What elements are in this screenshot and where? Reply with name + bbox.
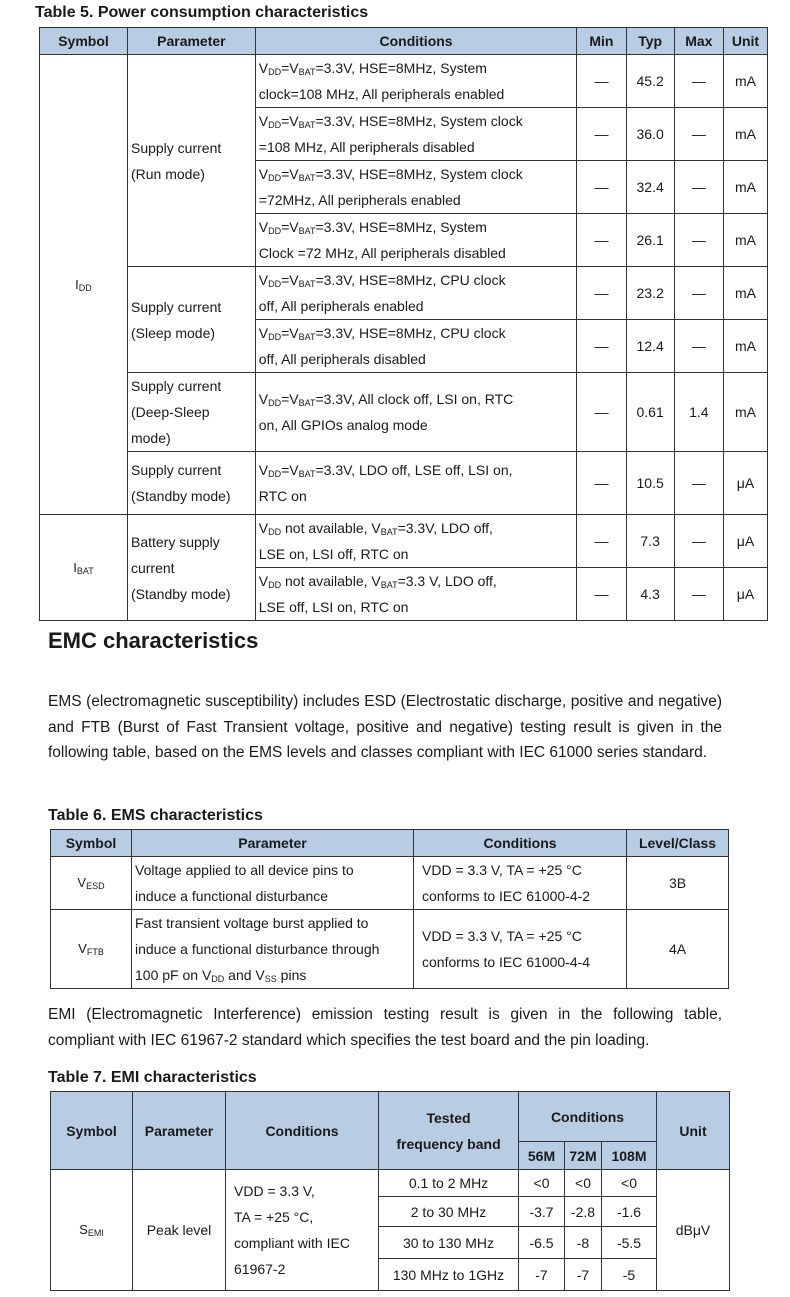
unit-value: mA — [723, 320, 767, 373]
unit-value: mA — [723, 373, 767, 452]
unit-value: μA — [723, 515, 767, 568]
header-conditions: Conditions — [414, 830, 627, 857]
value-108m: <0 — [602, 1170, 657, 1197]
param-sleep-mode: Supply current (Sleep mode) — [127, 267, 255, 373]
header-unit: Unit — [723, 28, 767, 55]
param-ftb: Fast transient voltage burst applied to induce a functional disturbance through 100 pF on $V_{DD}$ and $V_{SS}$ pins — [132, 910, 414, 989]
param-battery-standby: Battery supply current (Standby mode) — [127, 515, 255, 621]
header-tested-band: Tested frequency band — [379, 1092, 519, 1170]
header-108m: 108M — [602, 1142, 657, 1170]
level-esd: 3B — [627, 857, 729, 910]
param-deep-sleep-mode: Supply current (Deep-Sleep mode) — [127, 373, 255, 452]
table-row — [40, 373, 768, 452]
value-56m: -6.5 — [519, 1227, 565, 1259]
typ-value: 7.3 — [626, 515, 674, 568]
typ-value: 45.2 — [626, 55, 674, 108]
header-level-class: Level/Class — [627, 830, 729, 857]
emc-paragraph-ems: EMS (electromagnetic susceptibility) includes ESD (Electrostatic discharge, positive and negative) and FTB (Burst of Fast Transient voltage, positive and negative) testing result is given in the following table, based on the EMS levels and classes compliant with IEC 61000 series standard. — [48, 693, 722, 761]
max-value: — — [674, 161, 723, 214]
header-conditions-freq: Conditions — [519, 1092, 657, 1142]
typ-value: 4.3 — [626, 568, 674, 621]
band-cell: 2 to 30 MHz — [379, 1197, 519, 1227]
unit-value: mA — [723, 55, 767, 108]
value-56m: -7 — [519, 1259, 565, 1291]
typ-value: 32.4 — [626, 161, 674, 214]
header-parameter: Parameter — [132, 830, 414, 857]
power-consumption-table — [39, 27, 768, 621]
condition-cell: $V_{DD}=V_{BAT}=3.3V$, HSE=8MHz, System clock=108 MHz, All peripherals enabled — [255, 55, 577, 108]
condition-cell: $V_{DD}=V_{BAT}=3.3V$, HSE=8MHz, CPU clock off, All peripherals disabled — [255, 320, 577, 373]
condition-cell: $V_{DD}=V_{BAT}=3.3V$, LDO off, LSE off, LSI on, RTC on — [255, 452, 577, 515]
typ-value: 12.4 — [626, 320, 674, 373]
typ-value: 23.2 — [626, 267, 674, 320]
band-cell: 30 to 130 MHz — [379, 1227, 519, 1259]
cond-ftb: VDD = 3.3 V, TA = +25 °C conforms to IEC 61000-4-4 — [414, 910, 627, 989]
typ-value: 10.5 — [626, 452, 674, 515]
condition-cell: $V_{DD}=V_{BAT}=3.3V$, HSE=8MHz, CPU clock off, All peripherals enabled — [255, 267, 577, 320]
header-conditions: Conditions — [255, 28, 577, 55]
header-unit: Unit — [657, 1092, 730, 1170]
value-56m: -3.7 — [519, 1197, 565, 1227]
table5-caption: Table 5. Power consumption characteristics — [35, 4, 369, 21]
header-max: Max — [674, 28, 723, 55]
emi-table — [50, 1091, 730, 1291]
unit-value: mA — [723, 161, 767, 214]
min-value: — — [577, 452, 626, 515]
min-value: — — [577, 515, 626, 568]
emc-paragraph-emi: EMI (Electromagnetic Interference) emission testing result is given in the following table, compliant with IEC 61967-2 standard which specifies the test board and the pin loading. — [48, 1006, 722, 1049]
symbol-idd: $I_{DD}$ — [40, 55, 128, 515]
table-row — [51, 910, 729, 989]
unit-value: mA — [723, 108, 767, 161]
table6-caption: Table 6. EMS characteristics — [48, 807, 263, 824]
max-value: 1.4 — [674, 373, 723, 452]
max-value: — — [674, 452, 723, 515]
header-conditions: Conditions — [226, 1092, 379, 1170]
condition-cell: $V_{DD}=V_{BAT}=3.3V$, HSE=8MHz, System clock =108 MHz, All peripherals disabled — [255, 108, 577, 161]
unit-value: mA — [723, 267, 767, 320]
condition-cell: $V_{DD}=V_{BAT}=3.3V$, HSE=8MHz, System Clock =72 MHz, All peripherals disabled — [255, 214, 577, 267]
param-run-mode: Supply current (Run mode) — [127, 55, 255, 267]
header-min: Min — [577, 28, 626, 55]
table-row — [40, 267, 768, 320]
table7-caption: Table 7. EMI characteristics — [48, 1069, 257, 1086]
header-typ: Typ — [626, 28, 674, 55]
min-value: — — [577, 320, 626, 373]
max-value: — — [674, 55, 723, 108]
max-value: — — [674, 267, 723, 320]
value-108m: -5 — [602, 1259, 657, 1291]
table-row — [51, 1170, 730, 1197]
param-standby-mode: Supply current (Standby mode) — [127, 452, 255, 515]
table-row — [40, 515, 768, 568]
symbol-semi: $S_{EMI}$ — [51, 1170, 133, 1291]
min-value: — — [577, 568, 626, 621]
param-peak-level: Peak level — [133, 1170, 226, 1291]
value-108m: -1.6 — [602, 1197, 657, 1227]
max-value: — — [674, 108, 723, 161]
condition-cell: $V_{DD}=V_{BAT}=3.3V$, HSE=8MHz, System clock =72MHz, All peripherals enabled — [255, 161, 577, 214]
band-cell: 0.1 to 2 MHz — [379, 1170, 519, 1197]
param-esd: Voltage applied to all device pins to induce a functional disturbance — [132, 857, 414, 910]
table-row — [51, 857, 729, 910]
condition-cell: $V_{DD}=V_{BAT}=3.3V$, All clock off, LSI on, RTC on, All GPIOs analog mode — [255, 373, 577, 452]
symbol-ibat: $I_{BAT}$ — [40, 515, 128, 621]
unit-dbuv: dBμV — [657, 1170, 730, 1291]
max-value: — — [674, 515, 723, 568]
value-72m: -2.8 — [565, 1197, 602, 1227]
table7-header-row — [51, 1092, 730, 1142]
header-parameter: Parameter — [133, 1092, 226, 1170]
band-cell: 130 MHz to 1GHz — [379, 1259, 519, 1291]
table-row — [40, 452, 768, 515]
table5-header-row — [40, 28, 768, 55]
max-value: — — [674, 568, 723, 621]
max-value: — — [674, 214, 723, 267]
header-symbol: Symbol — [51, 1092, 133, 1170]
ems-table — [50, 829, 729, 989]
typ-value: 0.61 — [626, 373, 674, 452]
symbol-vesd: $V_{ESD}$ — [51, 857, 132, 910]
value-72m: -7 — [565, 1259, 602, 1291]
value-56m: <0 — [519, 1170, 565, 1197]
min-value: — — [577, 373, 626, 452]
unit-value: mA — [723, 214, 767, 267]
level-ftb: 4A — [627, 910, 729, 989]
typ-value: 26.1 — [626, 214, 674, 267]
table6-header-row — [51, 830, 729, 857]
table-row — [40, 55, 768, 108]
cond-emi: VDD = 3.3 V, TA = +25 °C, compliant with IEC 61967-2 — [226, 1170, 379, 1291]
value-72m: <0 — [565, 1170, 602, 1197]
header-56m: 56M — [519, 1142, 565, 1170]
min-value: — — [577, 55, 626, 108]
symbol-vftb: $V_{FTB}$ — [51, 910, 132, 989]
emc-heading: EMC characteristics — [48, 628, 259, 653]
condition-cell: $V_{DD}$ not available, $V_{BAT}=3.3$ V, LDO off, LSE off, LSI on, RTC on — [255, 568, 577, 621]
min-value: — — [577, 108, 626, 161]
typ-value: 36.0 — [626, 108, 674, 161]
header-72m: 72M — [565, 1142, 602, 1170]
max-value: — — [674, 320, 723, 373]
min-value: — — [577, 161, 626, 214]
min-value: — — [577, 214, 626, 267]
cond-esd: VDD = 3.3 V, TA = +25 °C conforms to IEC 61000-4-2 — [414, 857, 627, 910]
condition-cell: $V_{DD}$ not available, $V_{BAT}=3.3V$, LDO off, LSE on, LSI off, RTC on — [255, 515, 577, 568]
min-value: — — [577, 267, 626, 320]
value-72m: -8 — [565, 1227, 602, 1259]
value-108m: -5.5 — [602, 1227, 657, 1259]
header-symbol: Symbol — [51, 830, 132, 857]
header-parameter: Parameter — [127, 28, 255, 55]
unit-value: μA — [723, 452, 767, 515]
unit-value: μA — [723, 568, 767, 621]
header-symbol: Symbol — [40, 28, 128, 55]
